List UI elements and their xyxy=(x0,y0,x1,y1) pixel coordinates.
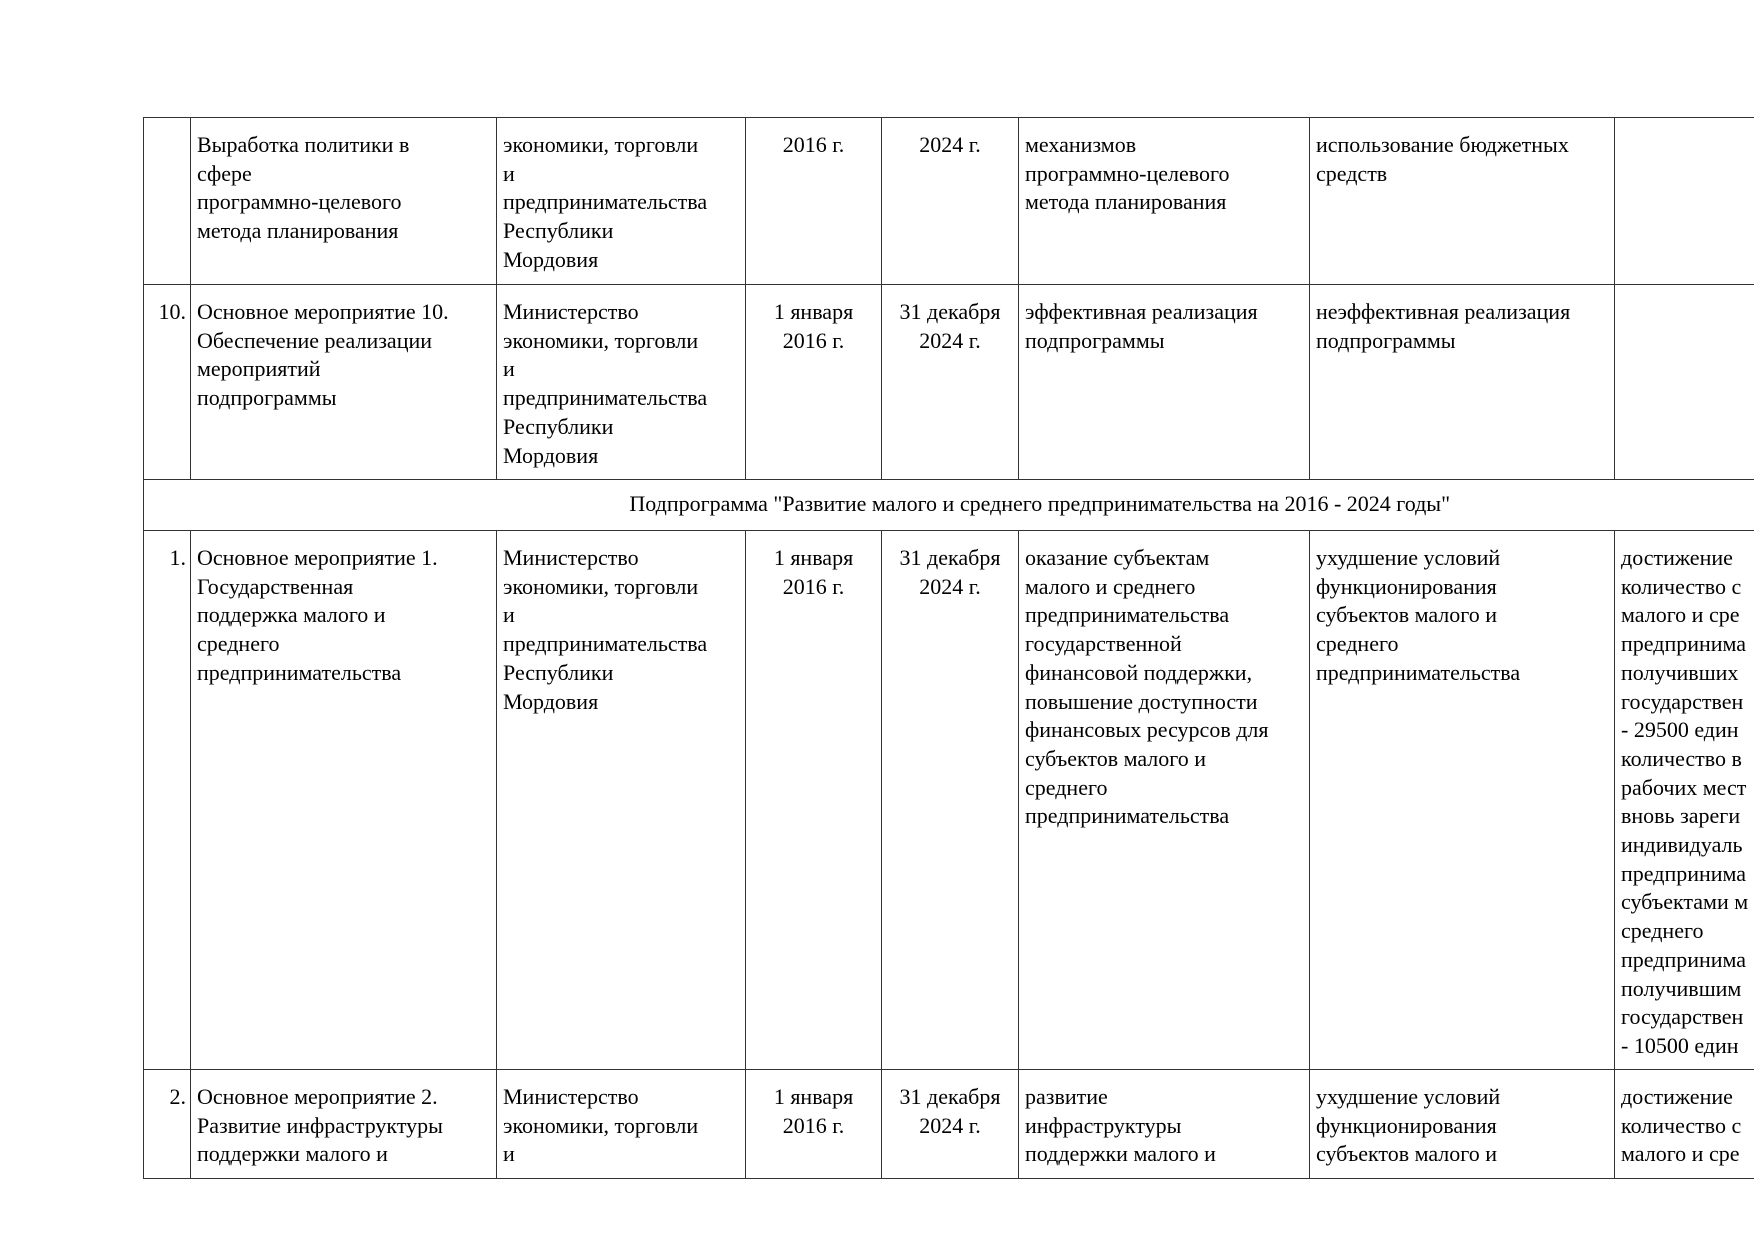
consequence: использование бюджетных средств xyxy=(1310,118,1615,285)
row-number: 2. xyxy=(144,1070,191,1179)
measure-name: Выработка политики в сфере программно-целевого метода планирования xyxy=(191,118,497,285)
row-number xyxy=(144,118,191,285)
table-row xyxy=(144,1070,1754,1179)
end-date: 2024 г. xyxy=(882,118,1019,285)
subprogram-title: Подпрограмма "Развитие малого и среднего предпринимательства на 2016 - 2024 годы" xyxy=(629,491,1451,516)
table-row xyxy=(144,285,1754,480)
indicator: достижение количество с малого и сре предпринима получивших государствен - 29500 един количество в рабочих мест вновь зареги индивидуаль предпринима субъектами м среднего предпринима получившим государствен - 10500 един xyxy=(1615,531,1754,1070)
executor: экономики, торговли и предпринимательства Республики Мордовия xyxy=(497,118,746,285)
subprogram-header-row xyxy=(144,480,1754,531)
start-date: 1 января 2016 г. xyxy=(746,531,882,1070)
executor: Министерство экономики, торговли и предпринимательства Республики Мордовия xyxy=(497,285,746,480)
row-number: 1. xyxy=(144,531,191,1070)
table-row xyxy=(144,118,1754,285)
consequence: ухудшение условий функционирования субъектов малого и среднего предпринимательства xyxy=(1310,531,1615,1070)
table-row xyxy=(144,531,1754,1070)
consequence: неэффективная реализация подпрограммы xyxy=(1310,285,1615,480)
end-date: 31 декабря 2024 г. xyxy=(882,285,1019,480)
expected-result: оказание субъектам малого и среднего предпринимательства государственной финансовой поддержки, повышение доступности финансовых ресурсов для субъектов малого и среднего предпринимательства xyxy=(1019,531,1310,1070)
measure-name: Основное мероприятие 2. Развитие инфраструктуры поддержки малого и xyxy=(191,1070,497,1179)
start-date: 2016 г. xyxy=(746,118,882,285)
row-number: 10. xyxy=(144,285,191,480)
indicator xyxy=(1615,118,1754,285)
executor: Министерство экономики, торговли и предпринимательства Республики Мордовия xyxy=(497,531,746,1070)
measures-table xyxy=(143,117,1754,1179)
executor: Министерство экономики, торговли и xyxy=(497,1070,746,1179)
expected-result: механизмов программно-целевого метода планирования xyxy=(1019,118,1310,285)
consequence: ухудшение условий функционирования субъектов малого и xyxy=(1310,1070,1615,1179)
start-date: 1 января 2016 г. xyxy=(746,1070,882,1179)
start-date: 1 января 2016 г. xyxy=(746,285,882,480)
measure-name: Основное мероприятие 10. Обеспечение реализации мероприятий подпрограммы xyxy=(191,285,497,480)
end-date: 31 декабря 2024 г. xyxy=(882,1070,1019,1179)
expected-result: эффективная реализация подпрограммы xyxy=(1019,285,1310,480)
indicator xyxy=(1615,285,1754,480)
expected-result: развитие инфраструктуры поддержки малого и xyxy=(1019,1070,1310,1179)
end-date: 31 декабря 2024 г. xyxy=(882,531,1019,1070)
measure-name: Основное мероприятие 1. Государственная поддержка малого и среднего предпринимательства xyxy=(191,531,497,1070)
indicator: достижение количество с малого и сре xyxy=(1615,1070,1754,1179)
